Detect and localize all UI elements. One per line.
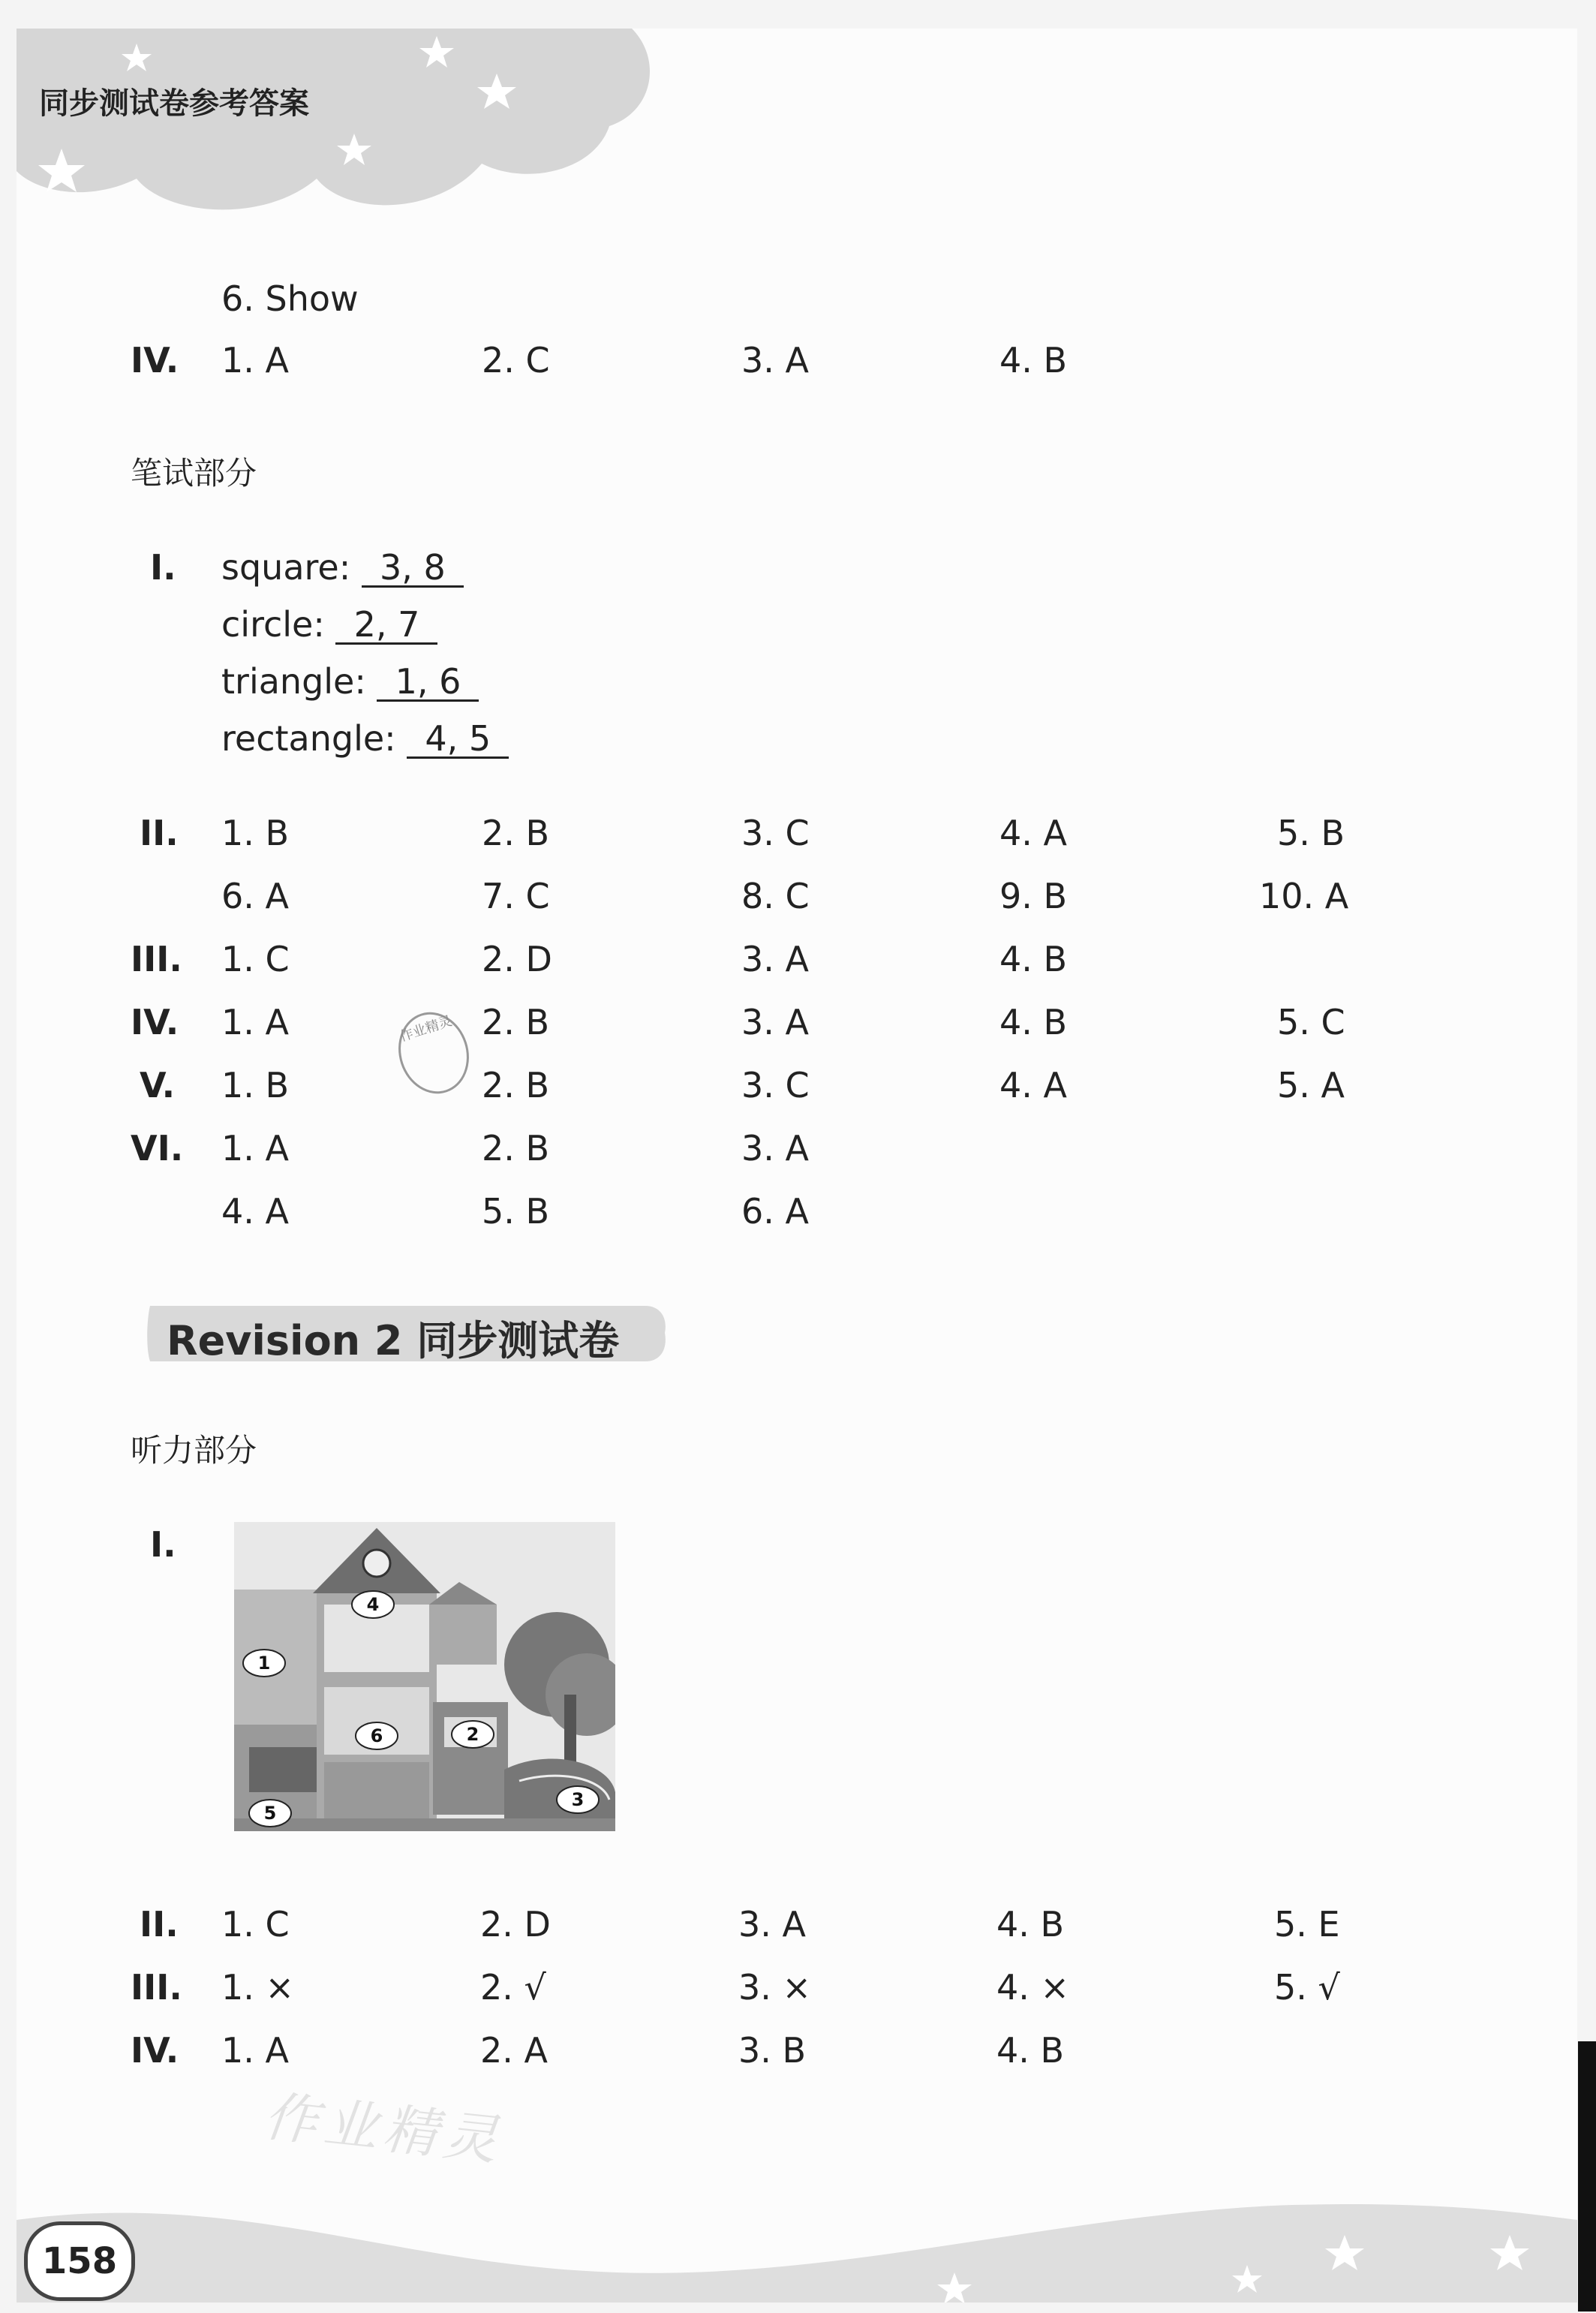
answer: 4. A (999, 813, 1067, 853)
answer: 5. A (1277, 1065, 1345, 1105)
answer: 6. A (741, 1191, 809, 1232)
answer: 4. B (999, 939, 1068, 979)
fill-answer: 1, 6 (377, 663, 479, 702)
picture-number: 6 (370, 1725, 383, 1746)
answer: 6. A (221, 876, 289, 916)
part-label: II. (140, 813, 179, 853)
part-label: I. (150, 547, 176, 588)
answer: 2. √ (480, 1967, 546, 2008)
fill-label: square: (221, 547, 351, 588)
answer: 3. C (741, 1065, 810, 1105)
answer: 2. A (480, 2030, 548, 2071)
part-label: V. (140, 1065, 176, 1105)
answer: 7. C (482, 876, 550, 916)
house-illustration (234, 1522, 615, 1831)
answer: 4. B (999, 340, 1068, 380)
picture-number: 4 (366, 1594, 380, 1615)
answer: 4. A (999, 1065, 1067, 1105)
part-label: II. (140, 1904, 179, 1945)
fill-rectangle (221, 717, 509, 759)
answer: 9. B (999, 876, 1068, 916)
fill-circle (221, 603, 437, 645)
fill-answer: 3, 8 (362, 549, 464, 588)
answer: 1. A (221, 1002, 289, 1042)
fill-answer: 4, 5 (407, 720, 509, 759)
part-label: III. (131, 1967, 182, 2008)
part-label: VI. (131, 1128, 184, 1169)
written-section-title: 笔试部分 (131, 455, 257, 492)
footer-band (17, 2160, 1577, 2302)
fill-label: triangle: (221, 661, 366, 702)
picture-number: 2 (466, 1724, 479, 1745)
part-label: I. (150, 1524, 176, 1565)
picture-number: 3 (571, 1789, 585, 1810)
fill-square (221, 546, 464, 588)
answer: 2. B (482, 1065, 550, 1105)
answer: 4. B (999, 1002, 1068, 1042)
answer: 2. D (482, 939, 552, 979)
answer: 1. B (221, 813, 290, 853)
answer: 1. C (221, 1904, 290, 1945)
answer: 3. C (741, 813, 810, 853)
revision-heading (143, 1303, 668, 1364)
answer: 1. A (221, 340, 289, 380)
answer: 4. × (996, 1967, 1070, 2008)
answer: 5. √ (1274, 1967, 1340, 2008)
picture-number: 1 (257, 1653, 271, 1674)
answer: 2. B (482, 1002, 550, 1042)
fill-label: rectangle: (221, 718, 396, 759)
revision-title: Revision 2 同步测试卷 (167, 1317, 620, 1364)
part-label: III. (131, 939, 182, 979)
fill-triangle (221, 660, 479, 702)
answer: 2. B (482, 1128, 550, 1169)
answer: 2. B (482, 813, 550, 853)
answer: 4. B (996, 2030, 1065, 2071)
answer: 8. C (741, 876, 810, 916)
answer: 1. A (221, 1128, 289, 1169)
answer: 10. A (1259, 876, 1349, 916)
listening-section-title: 听力部分 (131, 1432, 257, 1469)
answer: 1. A (221, 2030, 289, 2071)
picture-number: 5 (263, 1803, 277, 1824)
top-item-6: 6. Show (221, 278, 359, 319)
answer: 3. A (741, 1128, 809, 1169)
answer-page (17, 29, 1577, 2302)
fill-answer: 2, 7 (335, 606, 437, 645)
answer: 2. C (482, 340, 550, 380)
answer: 2. D (480, 1904, 551, 1945)
binding-edge (1578, 2041, 1596, 2311)
answer: 5. B (1277, 813, 1345, 853)
answer: 4. B (996, 1904, 1065, 1945)
answer: 5. E (1274, 1904, 1340, 1945)
watermark: 作业精灵 (260, 2084, 506, 2173)
answer: 3. A (741, 1002, 809, 1042)
answer: 4. A (221, 1191, 289, 1232)
answer: 5. B (482, 1191, 550, 1232)
answer: 1. B (221, 1065, 290, 1105)
header-cloud (17, 29, 662, 231)
answer: 5. C (1277, 1002, 1345, 1042)
homework-stamp: 作业精灵 (388, 1003, 479, 1102)
answer: 1. C (221, 939, 290, 979)
answer: 3. A (738, 1904, 806, 1945)
top-row-label: IV. (131, 340, 179, 380)
answer: 3. A (741, 939, 809, 979)
part-label: IV. (131, 1002, 179, 1042)
answer: 1. × (221, 1967, 295, 2008)
page-number: 158 (24, 2221, 135, 2301)
answer: 3. A (741, 340, 809, 380)
answer: 3. B (738, 2030, 807, 2071)
fill-label: circle: (221, 604, 325, 645)
part-label: IV. (131, 2030, 179, 2071)
answer: 3. × (738, 1967, 812, 2008)
header-title: 同步测试卷参考答案 (39, 86, 309, 121)
